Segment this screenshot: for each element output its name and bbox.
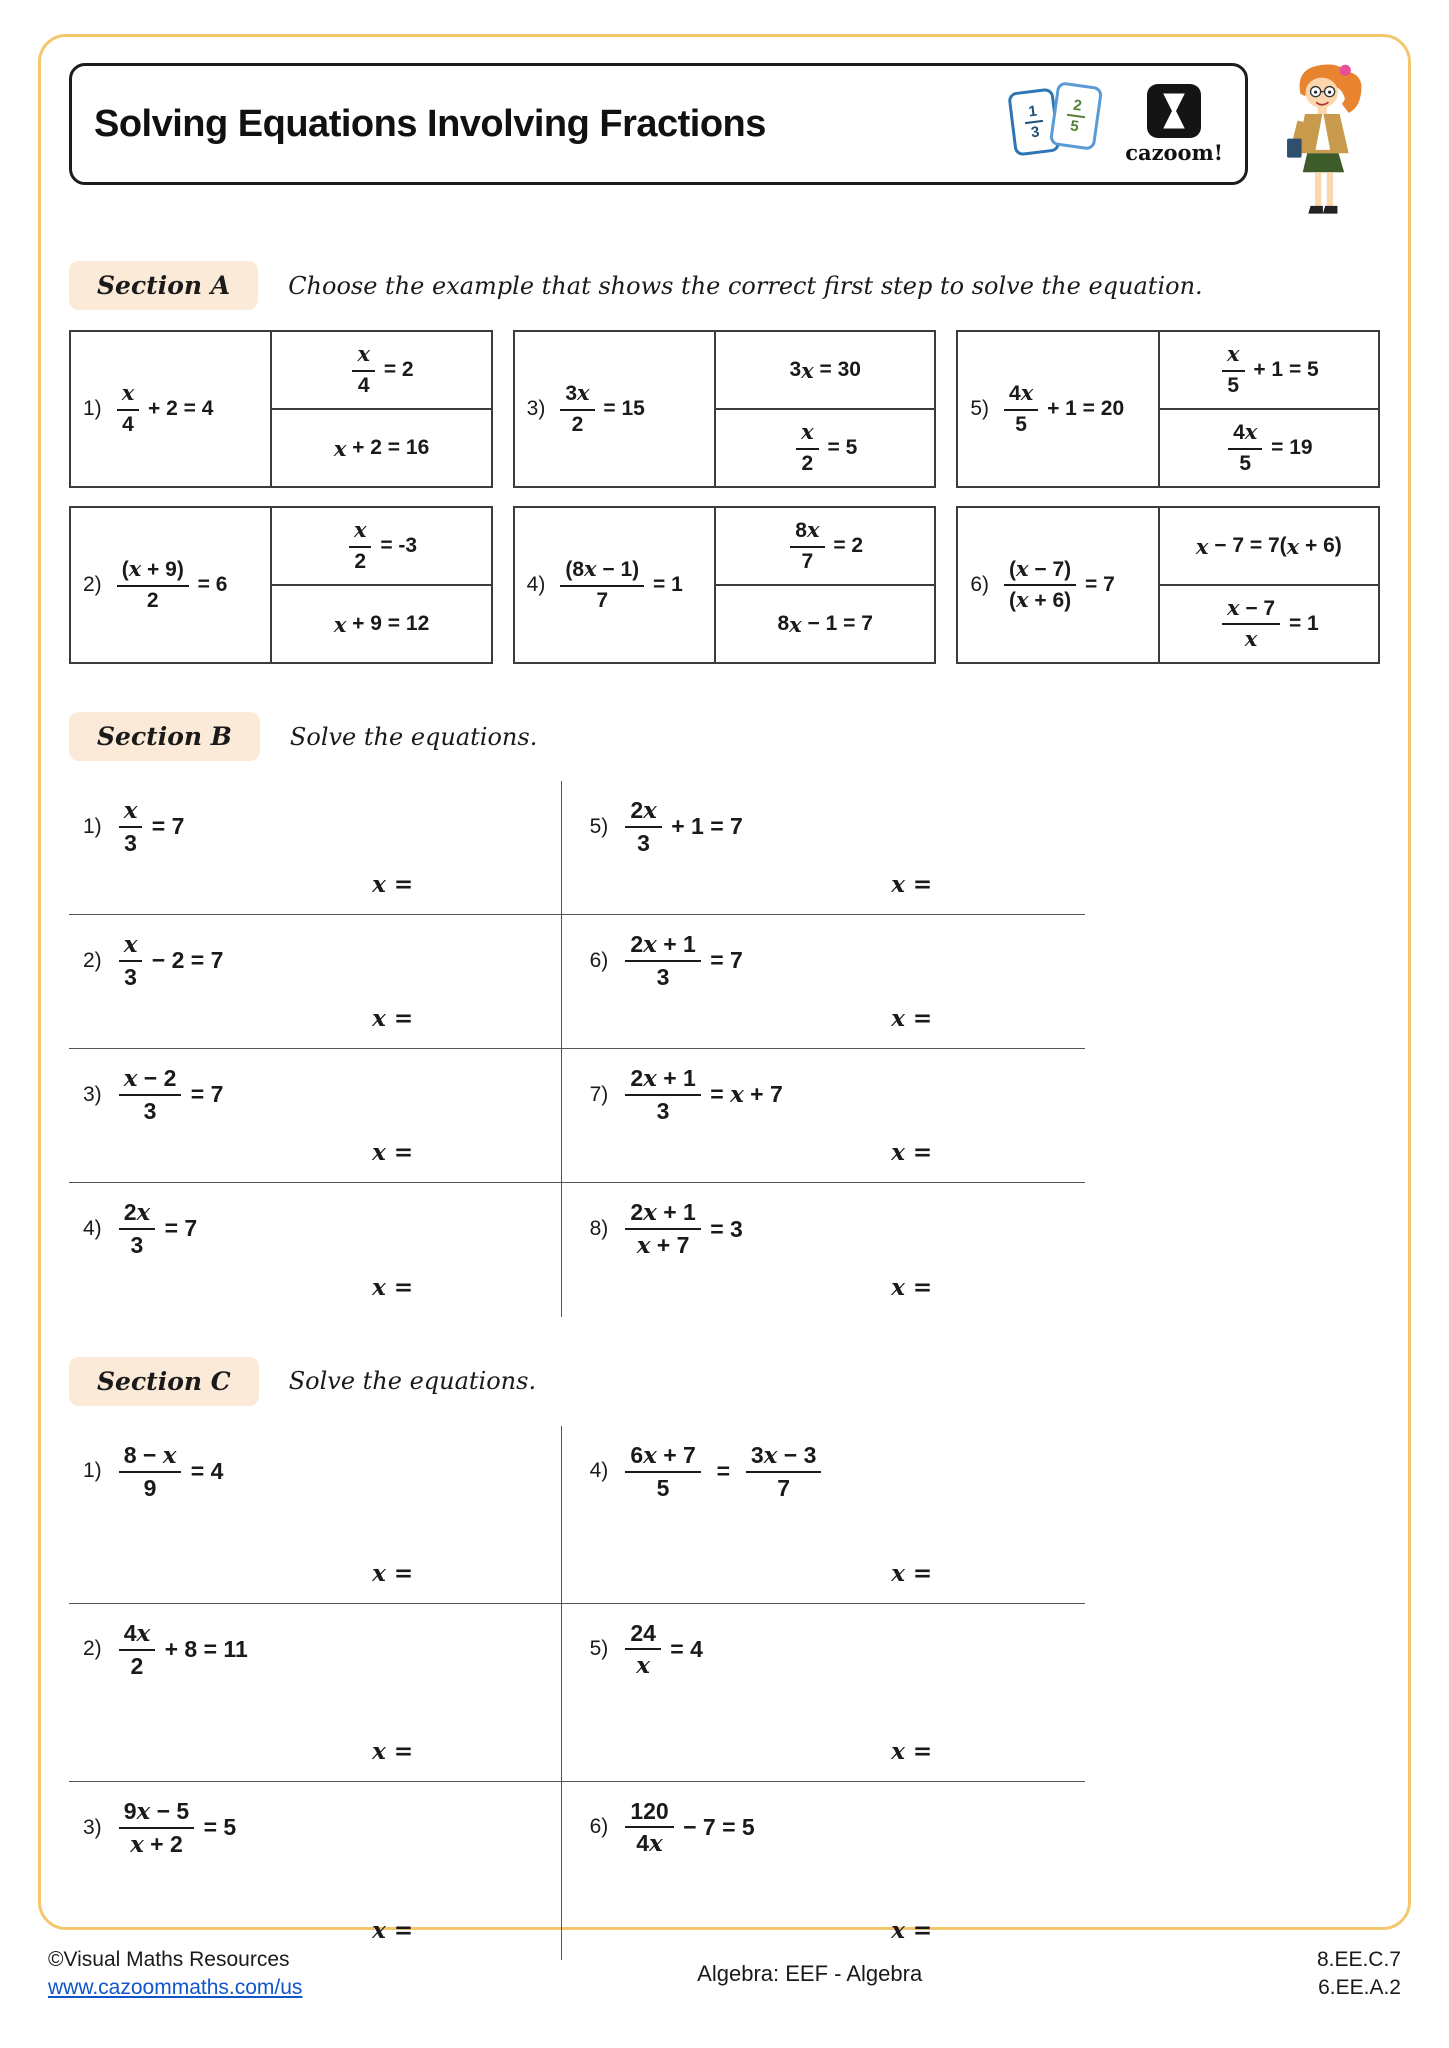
- equation: $\frac{x}{3}$ − 2 = 7: [116, 931, 224, 991]
- equation: $\frac{(x - 7)}{(x + 6)}$ = 7: [1001, 557, 1115, 613]
- footer-topic-label: Algebra: EEF - Algebra: [697, 1961, 923, 1987]
- sectionC-instruction: Solve the equations.: [288, 1367, 537, 1395]
- problem-number: 8): [589, 1217, 609, 1241]
- problem-number: 7): [589, 1082, 609, 1106]
- cazoom-logo: [1125, 84, 1223, 165]
- option-top: $\frac{8x}{7}$ = 2: [716, 508, 934, 584]
- equation: $\frac{3x}{2}$ = 15: [557, 381, 645, 436]
- option-bottom: 8 x − 1 = 7: [716, 584, 934, 662]
- problem-equation: [515, 332, 716, 486]
- standard-code-2: 6.EE.A.2: [1318, 1976, 1401, 2000]
- title-box: [69, 63, 1248, 185]
- answer-options: [272, 332, 490, 486]
- problem-number: 3): [83, 1815, 102, 1839]
- sectionA-header: [69, 261, 1380, 310]
- sectionA-instruction: Choose the example that shows the correct first step to solve the equation.: [288, 271, 1203, 300]
- mascot-girl-illustration: [1268, 57, 1380, 227]
- answer-blank: x =: [372, 1138, 414, 1166]
- problem-equation: [71, 508, 272, 662]
- sectionB-label: Section B: [69, 712, 260, 761]
- sectionC-header: [69, 1357, 1380, 1406]
- page-frame: [38, 34, 1411, 1944]
- answer-blank: x =: [891, 1138, 933, 1166]
- problem-number: 3): [526, 397, 546, 420]
- sectionA-problem-5: [956, 330, 1380, 488]
- equation: $\frac{(8x - 1)}{7}$ = 1: [557, 557, 682, 612]
- sectionB-problem-4: [69, 1183, 561, 1317]
- equation: $\frac{4x}{5}$ + 1 = 20: [1001, 381, 1124, 436]
- option-top: $\frac{x}{5}$ + 1 = 5: [1160, 332, 1378, 408]
- standard-code-1: 8.EE.C.7: [1316, 1948, 1401, 1971]
- equation: $\frac{2x + 1}{x + 7}$ = 3: [622, 1199, 743, 1260]
- sectionB-problem-5: [561, 781, 1085, 915]
- equation: $\frac{2x}{3}$ + 1 = 7: [622, 797, 743, 857]
- sectionB-problem-7: [561, 1049, 1085, 1183]
- equation: $\frac{x}{3}$ = 7: [116, 797, 185, 857]
- problem-number: 2): [83, 573, 102, 596]
- answer-blank: x =: [372, 1273, 414, 1301]
- problem-number: 4): [526, 573, 546, 596]
- answer-options: [716, 332, 934, 486]
- answer-blank: x =: [891, 870, 933, 898]
- answer-options: [716, 508, 934, 662]
- sectionC-problem-4: [561, 1426, 1085, 1604]
- website-link[interactable]: www.cazoommaths.com/us: [48, 1976, 303, 2000]
- sectionB-problem-8: [561, 1183, 1085, 1317]
- problem-number: 2): [83, 1637, 102, 1661]
- option-bottom: $\frac{4x}{5}$ = 19: [1160, 408, 1378, 486]
- option-bottom: $\frac{x - 7}{x}$ = 1: [1160, 584, 1378, 662]
- sectionB-instruction: Solve the equations.: [289, 722, 538, 751]
- problem-number: 3): [83, 1082, 102, 1106]
- sectionC-problems: [69, 1426, 1380, 1960]
- option-top: $\frac{x}{4}$ = 2: [272, 332, 490, 408]
- problem-number: 4): [589, 1459, 609, 1483]
- header: [69, 63, 1380, 227]
- problem-number: 4): [83, 1216, 102, 1240]
- option-top: x − 7 = 7( x + 6): [1195, 533, 1342, 559]
- problem-number: 1): [83, 397, 102, 420]
- answer-blank: x =: [891, 1004, 933, 1032]
- equation: $\frac{2x + 1}{3}$ = 7: [622, 931, 743, 991]
- sectionC-problem-3: [69, 1782, 561, 1960]
- copyright-text: ©Visual Maths Resources: [48, 1948, 290, 1971]
- problem-number: 5): [589, 814, 609, 838]
- answer-blank: x =: [372, 1737, 414, 1765]
- equation: $\frac{24}{x}$ = 4: [622, 1620, 703, 1680]
- problem-equation: [71, 332, 272, 486]
- cazoom-logo-text: cazoom!: [1125, 139, 1223, 165]
- equation: $\frac{9x - 5}{x + 2}$ = 5: [116, 1798, 237, 1859]
- answer-blank: x =: [372, 1916, 414, 1944]
- problem-number: 6): [970, 573, 990, 596]
- equation: $\frac{x - 2}{3}$ = 7: [116, 1065, 224, 1125]
- equation: $\frac{8 - x}{9}$ = 4: [116, 1442, 224, 1502]
- answer-blank: x =: [891, 1737, 933, 1765]
- option-bottom: $\frac{x}{2}$ = 5: [716, 408, 934, 486]
- problem-number: 6): [589, 948, 609, 972]
- equation: $\frac{4x}{2}$ + 8 = 11: [116, 1620, 248, 1680]
- option-top: $\frac{x}{2}$ = -3: [272, 508, 490, 584]
- sectionA-problem-4: [513, 506, 937, 664]
- answer-blank: x =: [891, 1273, 933, 1301]
- sectionB-problem-1: [69, 781, 561, 915]
- answer-blank: x =: [891, 1559, 933, 1587]
- sectionB-problem-3: [69, 1049, 561, 1183]
- sectionA-grid: [69, 330, 1380, 664]
- answer-blank: x =: [372, 1559, 414, 1587]
- problem-number: 5): [589, 1637, 609, 1661]
- sectionC-problem-2: [69, 1604, 561, 1782]
- sectionA-problem-2: [69, 506, 493, 664]
- sectionA-problem-6: [956, 506, 1380, 664]
- sectionA-problem-1: [69, 330, 493, 488]
- fraction-card-icon: 1 3: [1007, 87, 1060, 156]
- problem-number: 1): [83, 1459, 102, 1483]
- sectionC-label: Section C: [69, 1357, 259, 1406]
- sectionC-problem-1: [69, 1426, 561, 1604]
- option-top: 3 x = 30: [789, 357, 861, 383]
- option-bottom: x + 2 = 16: [272, 408, 490, 486]
- problem-equation: [958, 332, 1159, 486]
- problem-number: 6): [589, 1815, 609, 1839]
- equation: $\frac{2x}{3}$ = 7: [116, 1199, 198, 1259]
- cazoom-logo-icon: [1147, 84, 1201, 138]
- answer-blank: x =: [891, 1916, 933, 1944]
- sectionC-problem-5: [561, 1604, 1085, 1782]
- answer-options: [272, 508, 490, 662]
- option-bottom: x + 9 = 12: [272, 584, 490, 662]
- sectionB-header: [69, 712, 1380, 761]
- problem-number: 1): [83, 814, 102, 838]
- fraction-cards-icon: [1009, 80, 1105, 168]
- page-title: Solving Equations Involving Fractions: [94, 102, 766, 145]
- problem-equation: [958, 508, 1159, 662]
- sectionB-problems: [69, 781, 1380, 1317]
- equation: $\frac{2x + 1}{3}$ = x + 7: [622, 1065, 782, 1125]
- answer-blank: x =: [372, 1004, 414, 1032]
- sectionA-label: Section A: [69, 261, 258, 310]
- problem-number: 5): [970, 397, 990, 420]
- problem-number: 2): [83, 948, 102, 972]
- answer-blank: x =: [372, 870, 414, 898]
- problem-equation: [515, 508, 716, 662]
- fraction-card-icon: 2 5: [1049, 81, 1103, 151]
- equation: $\frac{6x + 7}{5}$ = $\frac{3x - 3}{7}$: [622, 1442, 824, 1502]
- answer-options: [1160, 332, 1378, 486]
- answer-options: [1160, 508, 1378, 662]
- sectionB-problem-6: [561, 915, 1085, 1049]
- equation: $\frac{120}{4x}$ − 7 = 5: [622, 1798, 754, 1858]
- sectionB-problem-2: [69, 915, 561, 1049]
- sectionA-problem-3: [513, 330, 937, 488]
- sectionC-problem-6: [561, 1782, 1085, 1960]
- equation: $\frac{(x + 9)}{2}$ = 6: [114, 557, 228, 612]
- equation: $\frac{x}{4}$ + 2 = 4: [114, 381, 214, 436]
